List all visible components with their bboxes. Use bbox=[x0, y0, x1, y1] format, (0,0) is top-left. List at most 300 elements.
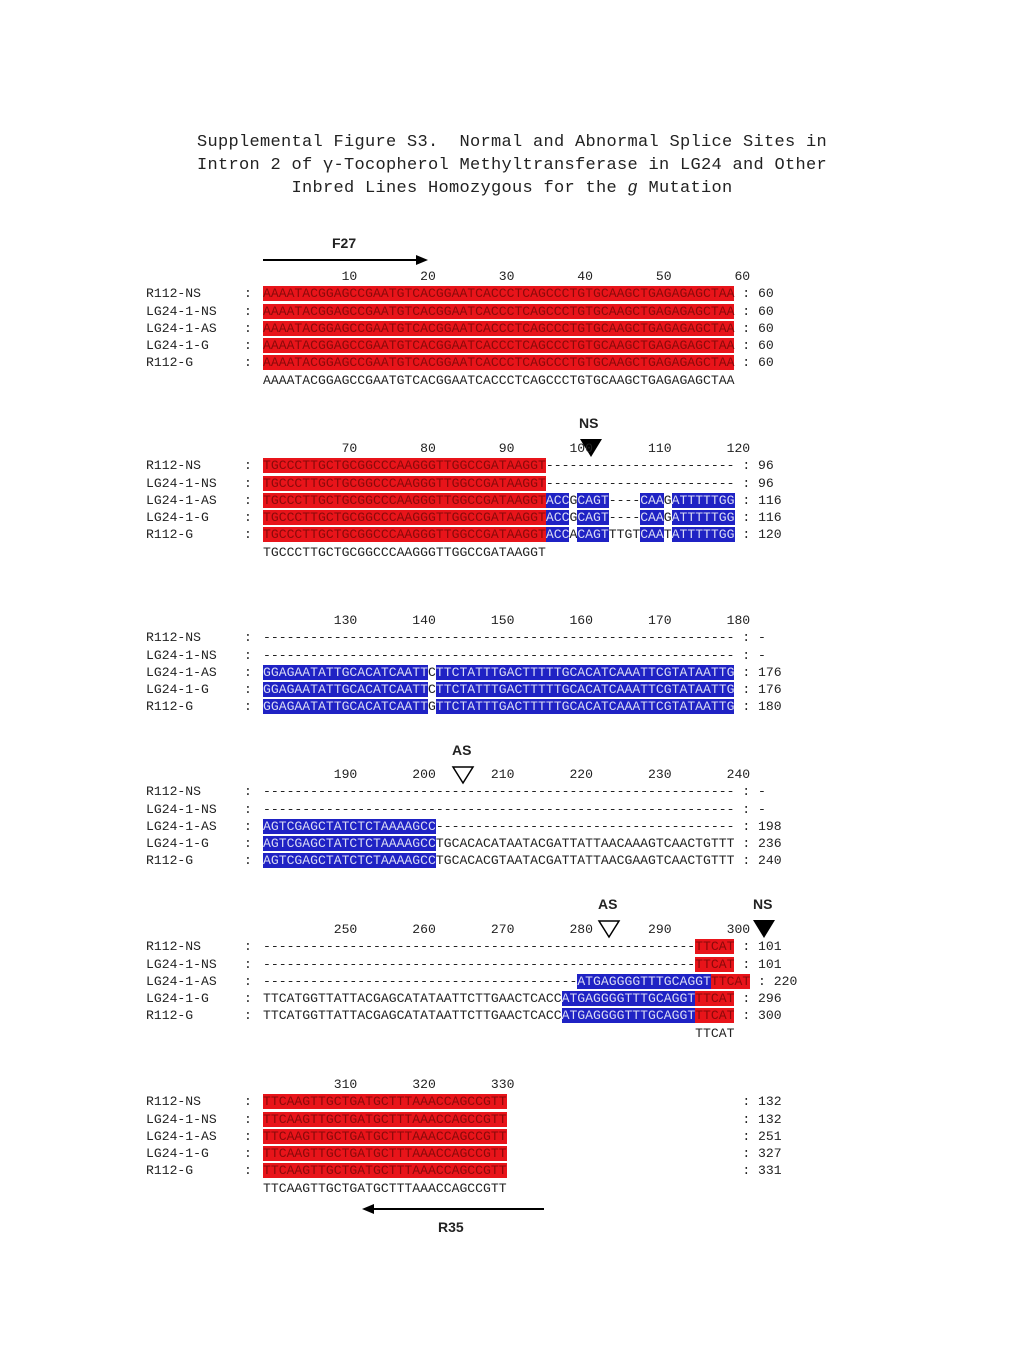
plain-segment: G bbox=[663, 510, 672, 526]
alignment-block-1 bbox=[146, 268, 774, 389]
count-value: 120 bbox=[758, 527, 782, 543]
separator: : bbox=[244, 475, 252, 491]
plain-segment: G bbox=[569, 492, 578, 508]
residue-count bbox=[734, 664, 781, 681]
ns-site-label-1: NS bbox=[579, 415, 599, 431]
count-value: 327 bbox=[758, 1146, 782, 1162]
count-padding: : bbox=[734, 853, 759, 869]
plain-segment: ---- bbox=[608, 492, 641, 508]
consensus-sequence: AAAATACGGAGCCGAATGTCACGGAATCACCCTCAGCCCTGTGCAAGCTGAGAGAGCTAA bbox=[263, 372, 735, 388]
separator: : bbox=[244, 991, 252, 1007]
sequence-row bbox=[146, 1093, 782, 1110]
residue-count bbox=[734, 835, 781, 852]
count-value: 96 bbox=[758, 475, 774, 491]
residue-count bbox=[734, 783, 765, 800]
residue-count bbox=[734, 337, 773, 354]
position-ticks bbox=[146, 766, 782, 783]
separator: : bbox=[244, 1128, 252, 1144]
count-padding: : bbox=[734, 801, 759, 817]
residue-count bbox=[735, 526, 782, 543]
sequence-row bbox=[146, 681, 782, 698]
residue-count bbox=[734, 681, 781, 698]
sequence bbox=[263, 698, 734, 715]
count-value: 236 bbox=[758, 836, 782, 852]
count-value: 96 bbox=[758, 458, 774, 474]
sequence-name: R112-G bbox=[146, 355, 194, 371]
sequence-row bbox=[146, 1128, 782, 1145]
sequence-row bbox=[146, 1145, 782, 1162]
plain-segment: ------------------------------------------------------------ bbox=[263, 801, 735, 817]
plain-segment: ---- bbox=[608, 510, 641, 526]
count-value: 101 bbox=[758, 956, 782, 972]
count-padding: : bbox=[506, 1128, 759, 1144]
alt-splice-segment: CAGT bbox=[577, 492, 609, 508]
separator: : bbox=[244, 682, 252, 698]
residue-count bbox=[735, 509, 782, 526]
count-value: 198 bbox=[758, 818, 782, 834]
alt-splice-segment: CAGT bbox=[577, 527, 609, 543]
sequence-name: LG24-1-G bbox=[146, 510, 209, 526]
separator: : bbox=[244, 1111, 252, 1127]
sequence bbox=[263, 1093, 507, 1110]
sequence-name: R112-NS bbox=[146, 784, 202, 800]
alt-splice-segment: ATGAGGGGTTTGCAGGT bbox=[577, 973, 711, 989]
count-value: 300 bbox=[758, 1008, 782, 1024]
alt-splice-segment: ACC bbox=[545, 492, 570, 508]
sequence-row bbox=[146, 1162, 782, 1179]
sequence-name: LG24-1-G bbox=[146, 1146, 209, 1162]
sequence-name: LG24-1-NS bbox=[146, 647, 217, 663]
conserved-segment: TTCAAGTTGCTGATGCTTTAAACCAGCCGTT bbox=[263, 1111, 507, 1127]
sequence-name: R112-NS bbox=[146, 630, 202, 646]
sequence-name: R112-G bbox=[146, 1163, 194, 1179]
count-padding: : bbox=[506, 1146, 759, 1162]
residue-count bbox=[507, 1128, 782, 1145]
count-padding: : bbox=[734, 303, 759, 319]
conserved-segment: AAAATACGGAGCCGAATGTCACGGAATCACCCTCAGCCCTGTGCAAGCTGAGAGAGCTAA bbox=[263, 303, 735, 319]
plain-segment: C bbox=[428, 682, 436, 698]
count-padding: : bbox=[734, 664, 759, 680]
count-value: 132 bbox=[758, 1111, 782, 1127]
residue-count bbox=[507, 1111, 782, 1128]
primer-f27-label: F27 bbox=[332, 235, 357, 251]
plain-segment: ------------------------ bbox=[545, 458, 735, 474]
count-value: 296 bbox=[758, 991, 782, 1007]
conserved-segment: TTCAT bbox=[695, 956, 735, 972]
separator: : bbox=[244, 286, 252, 302]
count-value: 60 bbox=[758, 303, 774, 319]
count-padding: : bbox=[506, 1111, 759, 1127]
conserved-segment: TTCAAGTTGCTGATGCTTTAAACCAGCCGTT bbox=[263, 1163, 507, 1179]
count-padding: : bbox=[734, 355, 759, 371]
sequence-name: LG24-1-AS bbox=[146, 973, 217, 989]
sequence-row bbox=[146, 354, 774, 371]
plain-segment: TTGT bbox=[608, 527, 641, 543]
position-ticks bbox=[146, 440, 782, 457]
residue-count bbox=[734, 475, 773, 492]
residue-count bbox=[507, 1093, 782, 1110]
separator: : bbox=[244, 1094, 252, 1110]
count-padding: : bbox=[734, 836, 759, 852]
forward-arrow-icon bbox=[262, 253, 430, 267]
position-ticks bbox=[146, 1076, 782, 1093]
alt-splice-segment: TTCTATTTGACTTTTTGCACATCAAATTCGTATAATTG bbox=[435, 664, 735, 680]
reverse-arrow-icon bbox=[360, 1202, 546, 1216]
sequence-row bbox=[146, 337, 774, 354]
count-padding: : bbox=[734, 1008, 759, 1024]
sequence-row bbox=[146, 647, 782, 664]
sequence bbox=[263, 526, 735, 543]
sequence-row bbox=[146, 938, 797, 955]
separator: : bbox=[244, 1163, 252, 1179]
sequence-name: R112-NS bbox=[146, 458, 202, 474]
sequence bbox=[263, 647, 734, 664]
residue-count bbox=[734, 285, 773, 302]
alt-splice-segment: ACC bbox=[545, 510, 570, 526]
sequence bbox=[263, 1145, 507, 1162]
count-value: - bbox=[758, 647, 766, 663]
count-value: 101 bbox=[758, 939, 782, 955]
sequence-name: R112-G bbox=[146, 1008, 194, 1024]
count-padding: : bbox=[734, 320, 759, 336]
sequence bbox=[263, 956, 734, 973]
plain-segment: ------------------------------------------------------------ bbox=[263, 647, 735, 663]
sequence bbox=[263, 475, 734, 492]
alt-splice-segment: AGTCGAGCTATCTCTAAAAGCC bbox=[263, 818, 436, 834]
sequence-row bbox=[146, 629, 782, 646]
alignment-block-3 bbox=[146, 612, 782, 716]
count-value: 331 bbox=[758, 1163, 782, 1179]
separator: : bbox=[244, 527, 252, 543]
sequence-name: LG24-1-G bbox=[146, 338, 209, 354]
conserved-segment: TGCCCTTGCTGCGGCCCAAGGGTTGGCCGATAAGGT bbox=[263, 458, 546, 474]
residue-count bbox=[734, 647, 765, 664]
sequence-name: R112-G bbox=[146, 699, 194, 715]
plain-segment: -------------------------------------- bbox=[435, 818, 735, 834]
sequence-row bbox=[146, 956, 797, 973]
plain-segment: ------------------------------------------------------------ bbox=[263, 784, 735, 800]
count-padding: : bbox=[734, 630, 759, 646]
separator: : bbox=[244, 458, 252, 474]
sequence bbox=[263, 1128, 507, 1145]
residue-count bbox=[734, 956, 781, 973]
separator: : bbox=[244, 784, 252, 800]
sequence-name: LG24-1-AS bbox=[146, 664, 217, 680]
sequence-name: R112-G bbox=[146, 527, 194, 543]
sequence-name: LG24-1-NS bbox=[146, 956, 217, 972]
count-value: 60 bbox=[758, 355, 774, 371]
sequence-name: LG24-1-NS bbox=[146, 801, 217, 817]
sequence-name: LG24-1-AS bbox=[146, 320, 217, 336]
separator: : bbox=[244, 1008, 252, 1024]
alt-splice-segment: ACC bbox=[545, 527, 570, 543]
sequence bbox=[263, 938, 734, 955]
consensus-sequence: TGCCCTTGCTGCGGCCCAAGGGTTGGCCGATAAGGT bbox=[263, 544, 546, 560]
count-padding: : bbox=[750, 973, 774, 989]
separator: : bbox=[244, 956, 252, 972]
sequence bbox=[263, 1111, 507, 1128]
plain-segment: ------------------------------------------------------- bbox=[263, 939, 696, 955]
residue-count bbox=[750, 973, 797, 990]
tick-labels: 10 20 30 40 50 60 bbox=[263, 269, 751, 284]
separator: : bbox=[244, 973, 252, 989]
sequence-row bbox=[146, 818, 782, 835]
sequence bbox=[263, 457, 734, 474]
tick-labels: 250 260 270 280 290 300 bbox=[263, 922, 751, 937]
separator: : bbox=[244, 355, 252, 371]
plain-segment: ------------------------------------------------------------ bbox=[263, 630, 735, 646]
residue-count bbox=[734, 303, 773, 320]
sequence-name: R112-NS bbox=[146, 1094, 202, 1110]
separator: : bbox=[244, 647, 252, 663]
tick-labels: 70 80 90 100 110 120 bbox=[263, 441, 751, 456]
consensus-sequence: TTCAAGTTGCTGATGCTTTAAACCAGCCGTT bbox=[263, 1180, 507, 1196]
sequence-name: LG24-1-NS bbox=[146, 475, 217, 491]
separator: : bbox=[244, 699, 252, 715]
sequence-row bbox=[146, 1111, 782, 1128]
sequence-row bbox=[146, 526, 782, 543]
consensus-row bbox=[146, 372, 774, 389]
count-padding: : bbox=[506, 1163, 759, 1179]
position-ticks bbox=[146, 268, 774, 285]
count-value: 116 bbox=[758, 492, 782, 508]
sequence-name: LG24-1-AS bbox=[146, 492, 217, 508]
plain-segment: ------------------------ bbox=[545, 475, 735, 491]
separator: : bbox=[244, 320, 252, 336]
sequence-name: LG24-1-NS bbox=[146, 1111, 217, 1127]
sequence-row bbox=[146, 492, 782, 509]
separator: : bbox=[244, 664, 252, 680]
count-value: 176 bbox=[758, 664, 782, 680]
sequence-name: LG24-1-AS bbox=[146, 1128, 217, 1144]
residue-count bbox=[507, 1162, 782, 1179]
plain-segment: TGCACACGTAATACGATTATTAACGAAGTCAACTGTTT bbox=[435, 853, 735, 869]
sequence-name: R112-G bbox=[146, 853, 194, 869]
plain-segment: TTCATGGTTATTACGAGCATATAATTCTTGAACTCACC bbox=[263, 991, 562, 1007]
plain-segment: G bbox=[569, 510, 578, 526]
conserved-segment: AAAATACGGAGCCGAATGTCACGGAATCACCCTCAGCCCTGTGCAAGCTGAGAGAGCTAA bbox=[263, 355, 735, 371]
sequence bbox=[263, 337, 734, 354]
sequence-name: R112-NS bbox=[146, 286, 202, 302]
sequence bbox=[263, 990, 734, 1007]
sequence bbox=[263, 509, 735, 526]
count-padding: : bbox=[734, 458, 759, 474]
separator: : bbox=[244, 630, 252, 646]
consensus-row bbox=[146, 1180, 782, 1197]
alt-splice-segment: CAGT bbox=[577, 510, 609, 526]
sequence bbox=[263, 818, 734, 835]
separator: : bbox=[244, 836, 252, 852]
sequence bbox=[263, 320, 734, 337]
plain-segment: G bbox=[428, 699, 436, 715]
separator: : bbox=[244, 492, 252, 508]
count-padding: : bbox=[734, 991, 759, 1007]
sequence bbox=[263, 1162, 507, 1179]
residue-count bbox=[734, 354, 773, 371]
alt-splice-segment: AGTCGAGCTATCTCTAAAAGCC bbox=[263, 853, 436, 869]
residue-count bbox=[734, 320, 773, 337]
conserved-segment: TTCAT bbox=[710, 973, 751, 989]
residue-count bbox=[734, 852, 781, 869]
alt-splice-segment: GGAGAATATTGCACATCAATT bbox=[263, 682, 429, 698]
consensus-sequence: TTCAT bbox=[263, 1025, 735, 1041]
count-padding: : bbox=[734, 510, 759, 526]
count-padding: : bbox=[734, 286, 759, 302]
count-value: 176 bbox=[758, 682, 782, 698]
sequence bbox=[263, 801, 734, 818]
separator: : bbox=[244, 801, 252, 817]
sequence-row bbox=[146, 1007, 797, 1024]
count-value: 180 bbox=[758, 699, 782, 715]
count-padding: : bbox=[734, 475, 759, 491]
count-value: 116 bbox=[758, 510, 782, 526]
sequence bbox=[263, 285, 734, 302]
count-padding: : bbox=[734, 338, 759, 354]
residue-count bbox=[734, 698, 781, 715]
sequence bbox=[263, 629, 734, 646]
consensus-row bbox=[146, 544, 782, 561]
conserved-segment: AAAATACGGAGCCGAATGTCACGGAATCACCCTCAGCCCTGTGCAAGCTGAGAGAGCTAA bbox=[263, 286, 735, 302]
residue-count bbox=[734, 938, 781, 955]
plain-segment: TTCATGGTTATTACGAGCATATAATTCTTGAACTCACC bbox=[263, 1008, 562, 1024]
sequence-row bbox=[146, 801, 782, 818]
residue-count bbox=[735, 492, 782, 509]
plain-segment: ------------------------------------------------------- bbox=[263, 956, 696, 972]
sequence-row bbox=[146, 664, 782, 681]
alt-splice-segment: GGAGAATATTGCACATCAATT bbox=[263, 699, 429, 715]
conserved-segment: AAAATACGGAGCCGAATGTCACGGAATCACCCTCAGCCCTGTGCAAGCTGAGAGAGCTAA bbox=[263, 320, 735, 336]
count-padding: : bbox=[734, 527, 759, 543]
conserved-segment: TTCAT bbox=[695, 939, 735, 955]
sequence-name: LG24-1-G bbox=[146, 991, 209, 1007]
sequence-row bbox=[146, 990, 797, 1007]
conserved-segment: TTCAAGTTGCTGATGCTTTAAACCAGCCGTT bbox=[263, 1128, 507, 1144]
residue-count bbox=[734, 1007, 781, 1024]
count-padding: : bbox=[734, 647, 759, 663]
sequence-name: LG24-1-G bbox=[146, 682, 209, 698]
sequence bbox=[263, 664, 734, 681]
sequence bbox=[263, 303, 734, 320]
sequence-row bbox=[146, 475, 782, 492]
count-value: 60 bbox=[758, 286, 774, 302]
count-padding: : bbox=[734, 682, 759, 698]
count-padding: : bbox=[506, 1094, 759, 1110]
count-padding: : bbox=[734, 492, 759, 508]
sequence-row bbox=[146, 835, 782, 852]
alignment-block-2 bbox=[146, 440, 782, 561]
tick-labels: 310 320 330 bbox=[263, 1077, 515, 1092]
as-site-label-2: AS bbox=[598, 896, 618, 912]
count-value: 240 bbox=[758, 853, 782, 869]
alignment-block-5 bbox=[146, 921, 797, 1042]
alt-splice-segment: CAA bbox=[640, 510, 664, 526]
plain-segment: TGCACACATAATACGATTATTAACAAAGTCAACTGTTT bbox=[435, 836, 735, 852]
sequence bbox=[263, 835, 734, 852]
conserved-segment: TGCCCTTGCTGCGGCCCAAGGGTTGGCCGATAAGGT bbox=[263, 510, 546, 526]
separator: : bbox=[244, 338, 252, 354]
plain-segment: T bbox=[663, 527, 672, 543]
count-padding: : bbox=[734, 699, 759, 715]
residue-count bbox=[734, 818, 781, 835]
separator: : bbox=[244, 1146, 252, 1162]
sequence bbox=[263, 492, 735, 509]
sequence bbox=[263, 354, 734, 371]
sequence-row bbox=[146, 509, 782, 526]
position-ticks bbox=[146, 612, 782, 629]
primer-r35-label: R35 bbox=[438, 1219, 464, 1235]
separator: : bbox=[244, 303, 252, 319]
conserved-segment: TTCAT bbox=[695, 1008, 735, 1024]
sequence-row bbox=[146, 320, 774, 337]
sequence-row bbox=[146, 783, 782, 800]
count-value: - bbox=[758, 801, 766, 817]
conserved-segment: TGCCCTTGCTGCGGCCCAAGGGTTGGCCGATAAGGT bbox=[263, 475, 546, 491]
sequence-row bbox=[146, 285, 774, 302]
consensus-row bbox=[146, 1025, 797, 1042]
sequence bbox=[263, 852, 734, 869]
sequence bbox=[263, 783, 734, 800]
alt-splice-segment: ATGAGGGGTTTGCAGGT bbox=[561, 1008, 696, 1024]
count-padding: : bbox=[734, 818, 759, 834]
title-line-1: Supplemental Figure S3. Normal and Abnormal Splice Sites in bbox=[196, 133, 828, 152]
sequence-name: LG24-1-NS bbox=[146, 303, 217, 319]
count-value: 132 bbox=[758, 1094, 782, 1110]
residue-count bbox=[734, 990, 781, 1007]
conserved-segment: TGCCCTTGCTGCGGCCCAAGGGTTGGCCGATAAGGT bbox=[263, 527, 546, 543]
alt-splice-segment: GGAGAATATTGCACATCAATT bbox=[263, 664, 429, 680]
sequence-row bbox=[146, 973, 797, 990]
title-line-2: Intron 2 of γ-Tocopherol Methyltransferase in LG24 and Other bbox=[196, 156, 828, 175]
sequence bbox=[263, 973, 750, 990]
tick-labels: 130 140 150 160 170 180 bbox=[263, 613, 751, 628]
count-value: - bbox=[758, 784, 766, 800]
sequence-row bbox=[146, 852, 782, 869]
sequence-row bbox=[146, 698, 782, 715]
position-ticks bbox=[146, 921, 797, 938]
count-value: - bbox=[758, 630, 766, 646]
count-value: 60 bbox=[758, 320, 774, 336]
separator: : bbox=[244, 853, 252, 869]
sequence bbox=[263, 1007, 734, 1024]
residue-count bbox=[734, 801, 765, 818]
sequence-name: LG24-1-AS bbox=[146, 818, 217, 834]
conserved-segment: TGCCCTTGCTGCGGCCCAAGGGTTGGCCGATAAGGT bbox=[263, 492, 546, 508]
count-value: 251 bbox=[758, 1128, 782, 1144]
alignment-block-4 bbox=[146, 766, 782, 870]
conserved-segment: TTCAAGTTGCTGATGCTTTAAACCAGCCGTT bbox=[263, 1146, 507, 1162]
alt-splice-segment: TTCTATTTGACTTTTTGCACATCAAATTCGTATAATTG bbox=[435, 699, 735, 715]
figure-title bbox=[0, 131, 1024, 200]
separator: : bbox=[244, 939, 252, 955]
residue-count bbox=[507, 1145, 782, 1162]
residue-count bbox=[734, 629, 765, 646]
conserved-segment: AAAATACGGAGCCGAATGTCACGGAATCACCCTCAGCCCTGTGCAAGCTGAGAGAGCTAA bbox=[263, 338, 735, 354]
tick-labels: 190 200 210 220 230 240 bbox=[263, 767, 751, 782]
sequence-name: R112-NS bbox=[146, 939, 202, 955]
sequence-row bbox=[146, 303, 774, 320]
conserved-segment: TTCAAGTTGCTGATGCTTTAAACCAGCCGTT bbox=[263, 1094, 507, 1110]
title-line-3: Inbred Lines Homozygous for the g Mutation bbox=[291, 179, 733, 198]
alt-splice-segment: ATTTTTGG bbox=[671, 492, 735, 508]
count-padding: : bbox=[734, 784, 759, 800]
separator: : bbox=[244, 510, 252, 526]
alt-splice-segment: ATTTTTGG bbox=[671, 527, 735, 543]
sequence-row bbox=[146, 457, 782, 474]
alt-splice-segment: CAA bbox=[640, 492, 664, 508]
separator: : bbox=[244, 818, 252, 834]
as-site-label-1: AS bbox=[452, 742, 472, 758]
alt-splice-segment: AGTCGAGCTATCTCTAAAAGCC bbox=[263, 836, 436, 852]
